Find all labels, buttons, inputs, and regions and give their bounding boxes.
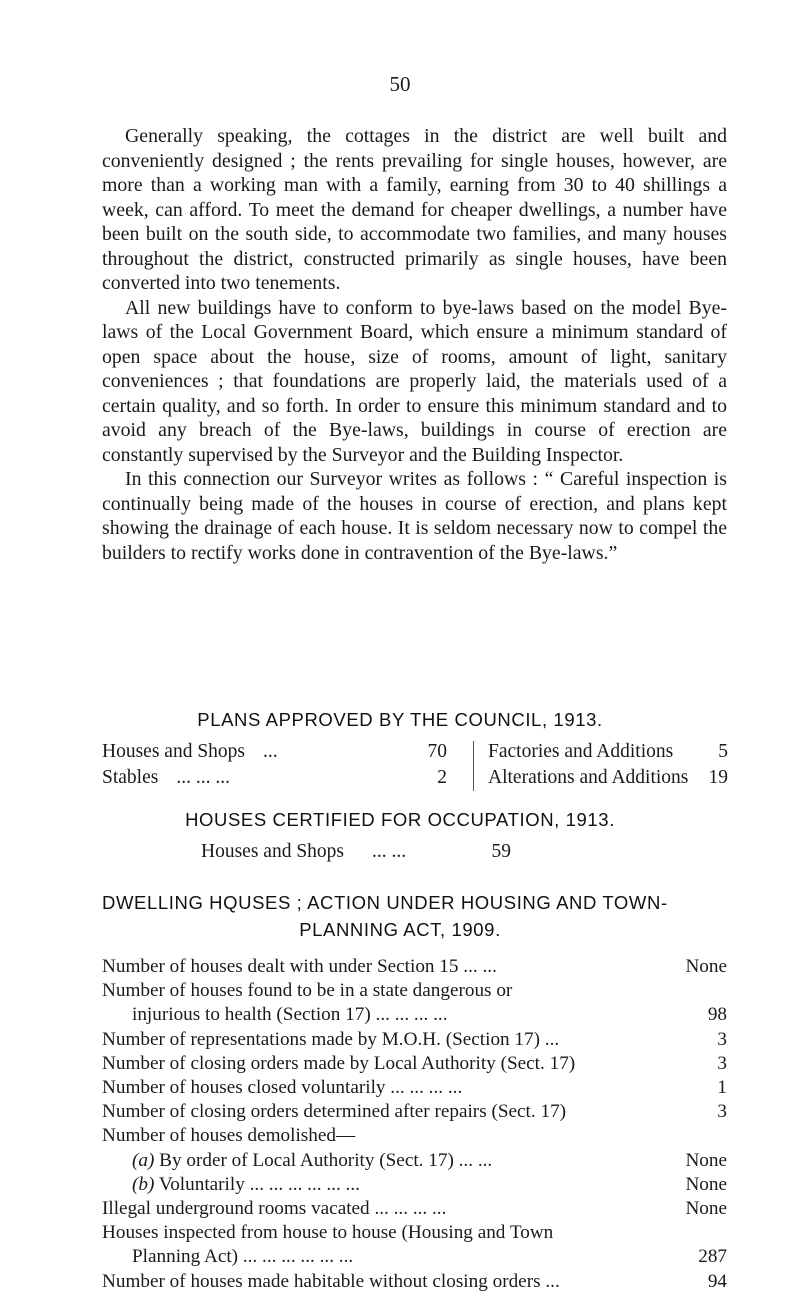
plans-value: 5 [718, 741, 728, 762]
plans-leader: ... [263, 741, 278, 762]
item-value: 3 [717, 1101, 727, 1123]
plans-label: Alterations and Additions [488, 767, 689, 788]
item-text: Voluntarily ... ... ... ... ... ... [154, 1173, 360, 1195]
item-value: 3 [717, 1028, 727, 1050]
plans-label: Stables [102, 767, 159, 788]
item-value: None [685, 1149, 727, 1171]
item-label: Number of houses closed voluntarily ... ... ... ... [102, 1077, 463, 1099]
item-value: None [685, 1198, 727, 1220]
list-item [102, 1052, 727, 1076]
list-item [102, 1076, 727, 1100]
list-item [102, 1197, 727, 1221]
certified-value: 59 [491, 841, 511, 862]
housing-action-list [102, 955, 727, 1294]
housing-heading-line2: PLANNING ACT, 1909. [299, 919, 501, 940]
plans-label: Houses and Shops [102, 741, 246, 762]
plans-value: 19 [708, 767, 728, 788]
paragraph: All new buildings have to conform to bye-laws based on the model Bye-laws of the Local Government Board, which ensure a minimum standard of open space about the house, size of rooms, amount of light, sanitary conveniences ; that foundations are properly laid, the materials used of a certain quality, and so forth. In order to ensure this minimum standard and to avoid any breach of the Bye-laws, buildings in course of erection are constantly supervised by the Surveyor and the Building Inspector. [102, 296, 727, 466]
item-label: Number of representations made by M.O.H. (Section 17) ... [102, 1028, 560, 1050]
item-value: 3 [717, 1052, 727, 1074]
item-tag: (a) [132, 1149, 155, 1171]
item-label: Planning Act) ... ... ... ... ... ... [132, 1246, 354, 1268]
plans-value: 2 [437, 767, 447, 788]
plans-heading: PLANS APPROVED BY THE COUNCIL, 1913. [197, 709, 603, 730]
plans-row [102, 767, 447, 789]
item-label: Number of houses found to be in a state dangerous or [102, 980, 513, 1002]
list-item [102, 1245, 727, 1269]
list-item [102, 1221, 727, 1245]
item-text: By order of Local Authority (Sect. 17) ... ... [154, 1149, 493, 1171]
body-text [102, 124, 727, 565]
list-item [102, 1124, 727, 1148]
certified-heading: HOUSES CERTIFIED FOR OCCUPATION, 1913. [185, 809, 615, 830]
list-item [102, 955, 727, 979]
item-label: Number of houses made habitable without closing orders ... [102, 1270, 560, 1292]
item-value: 1 [717, 1077, 727, 1099]
plans-label: Factories and Additions [488, 741, 674, 762]
item-label [132, 1173, 657, 1197]
plans-row [102, 741, 447, 763]
item-value: None [685, 1173, 727, 1195]
item-tag: (b) [132, 1173, 155, 1195]
item-label [132, 1149, 657, 1173]
list-item [102, 979, 727, 1003]
list-item [102, 1028, 727, 1052]
page-number: 50 [389, 72, 411, 96]
item-label: Number of closing orders determined after repairs (Sect. 17) [102, 1101, 567, 1123]
certified-row [201, 841, 511, 863]
list-item [102, 1100, 727, 1124]
item-label: Number of houses dealt with under Section 15 ... ... [102, 956, 497, 977]
plans-row [488, 741, 728, 763]
list-item [102, 1173, 727, 1197]
certified-label: Houses and Shops [201, 841, 345, 862]
item-label: Houses inspected from house to house (Housing and Town [102, 1222, 554, 1244]
list-item [102, 1270, 727, 1294]
item-value: None [685, 956, 727, 977]
plans-value: 70 [427, 741, 447, 762]
item-value: 94 [707, 1270, 727, 1292]
item-label: Number of houses demolished— [102, 1125, 356, 1147]
paragraph: In this connection our Surveyor writes as follows : “ Careful inspection is continually being made of the houses in course of erection, and plans kept showing the drainage of each house. It is seldom necessary now to compel the builders to rectify works done in contravention of the Bye-laws.” [102, 468, 727, 564]
column-divider [473, 741, 474, 791]
item-label: Illegal underground rooms vacated ... ... ... ... [102, 1198, 447, 1220]
item-label: Number of closing orders made by Local Authority (Sect. 17) [102, 1052, 576, 1074]
certified-leader: ... ... [372, 841, 407, 862]
item-value: 287 [698, 1246, 727, 1268]
housing-heading-line1: DWELLING HQUSES ; ACTION UNDER HOUSING AND TOWN- [102, 892, 668, 913]
paragraph: Generally speaking, the cottages in the district are well built and conveniently designed ; the rents prevailing for single houses, however, are more than a working man with a family, earning from 30 to 40 shillings a week, can afford. To meet the demand for cheaper dwellings, a number have been built on the south side, to accommodate two families, and many houses throughout the district, constructed primarily as single houses, have been converted into two tenements. [102, 125, 727, 294]
plans-leader: ... ... ... [176, 767, 230, 788]
plans-row [488, 767, 728, 789]
item-label: injurious to health (Section 17) ... ... ... ... [132, 1004, 448, 1026]
list-item [102, 1003, 727, 1027]
item-value: 98 [707, 1004, 727, 1026]
list-item [102, 1149, 727, 1173]
